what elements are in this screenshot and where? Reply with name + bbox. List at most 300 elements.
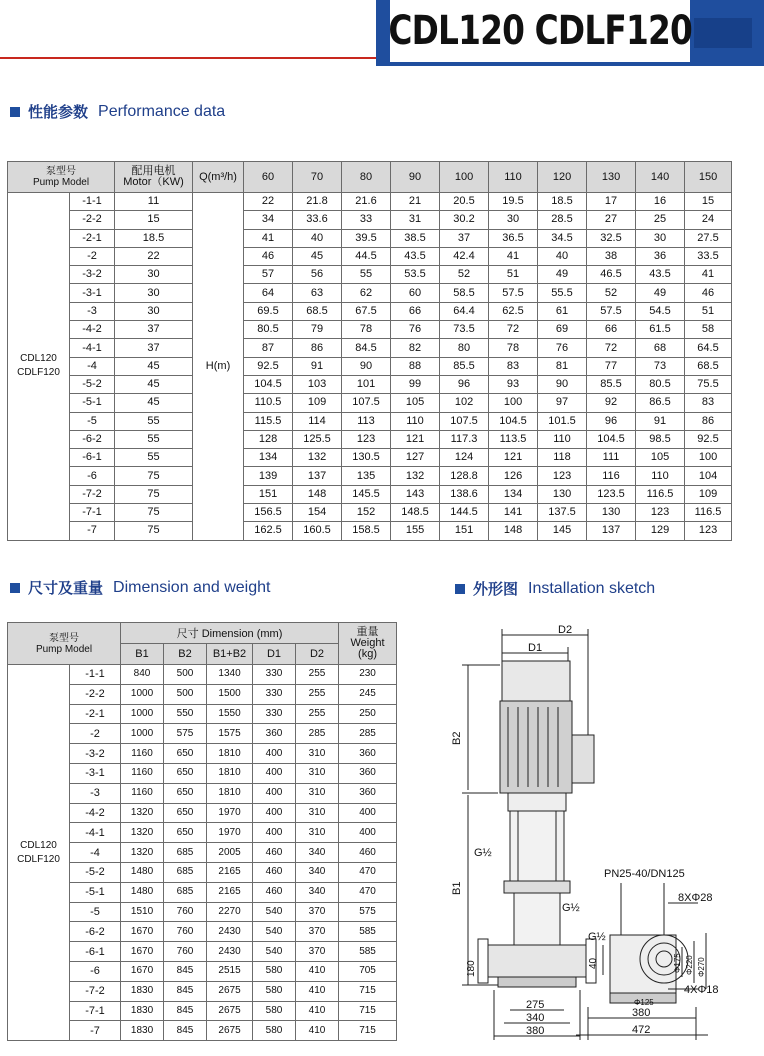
head-value: 24 [685, 211, 732, 229]
col-d2: D2 [296, 644, 339, 665]
dimension-value: 650 [164, 783, 207, 803]
dimension-value: 1970 [207, 803, 253, 823]
performance-heading-cn: 性能参数 [28, 104, 89, 121]
head-value: 160.5 [293, 522, 342, 540]
head-value: 99 [391, 375, 440, 393]
col-weight-unit: (kg) [358, 648, 377, 660]
dimension-value: 2005 [207, 843, 253, 863]
motor-kw: 30 [115, 266, 193, 284]
dimension-value: 2675 [207, 1021, 253, 1041]
head-value: 44.5 [342, 247, 391, 265]
model-suffix: -5-2 [70, 862, 121, 882]
head-value: 100 [489, 394, 538, 412]
col-motor-en: Motor（KW) [123, 176, 184, 188]
model-line-2: CDLF120 [17, 853, 60, 865]
dimension-value: 310 [296, 763, 339, 783]
dimension-value: 330 [253, 665, 296, 685]
motor-kw: 45 [115, 357, 193, 375]
section-square-icon [10, 107, 20, 117]
head-value: 144.5 [440, 504, 489, 522]
head-value: 33.6 [293, 211, 342, 229]
section-square-icon [455, 584, 465, 594]
dimension-value: 1670 [121, 961, 164, 981]
dimension-value: 340 [296, 882, 339, 902]
head-value: 107.5 [440, 412, 489, 430]
head-value: 30 [636, 229, 685, 247]
dimension-value: 370 [296, 902, 339, 922]
head-value: 66 [391, 302, 440, 320]
model-suffix: -2-2 [70, 211, 115, 229]
motor-kw: 75 [115, 504, 193, 522]
installation-sketch [438, 615, 756, 1052]
head-value: 64.5 [685, 339, 732, 357]
head-value: 80 [440, 339, 489, 357]
head-value: 20.5 [440, 193, 489, 211]
dimension-value: 575 [164, 724, 207, 744]
head-value: 121 [489, 449, 538, 467]
dimension-value: 460 [253, 862, 296, 882]
sketch-label-g-side: G½ [588, 931, 606, 943]
model-suffix: -7-1 [70, 504, 115, 522]
dimension-value: 360 [253, 724, 296, 744]
head-value: 51 [489, 266, 538, 284]
model-suffix: -4-2 [70, 803, 121, 823]
model-suffix: -3 [70, 302, 115, 320]
col-weight-cn: 重量 [356, 626, 379, 638]
dimension-value: 540 [253, 922, 296, 942]
dimension-value: 285 [296, 724, 339, 744]
head-value: 123 [538, 467, 587, 485]
col-pump-model [8, 623, 121, 665]
head-value: 15 [685, 193, 732, 211]
head-value: 103 [293, 375, 342, 393]
head-value: 105 [636, 449, 685, 467]
motor-kw: 55 [115, 430, 193, 448]
head-value: 21.6 [342, 193, 391, 211]
head-value: 110 [636, 467, 685, 485]
head-value: 67.5 [342, 302, 391, 320]
col-flow-90: 90 [391, 162, 440, 193]
head-value: 33.5 [685, 247, 732, 265]
dimension-value: 460 [253, 843, 296, 863]
motor-kw: 37 [115, 339, 193, 357]
dimension-value: 255 [296, 684, 339, 704]
dimension-value: 2675 [207, 981, 253, 1001]
head-value: 148 [293, 485, 342, 503]
dimension-value: 1670 [121, 942, 164, 962]
dimension-value: 2165 [207, 882, 253, 902]
weight-value: 460 [339, 843, 397, 863]
dimension-value: 1500 [207, 684, 253, 704]
head-value: 30 [489, 211, 538, 229]
table-row [8, 394, 732, 412]
head-value: 113.5 [489, 430, 538, 448]
dimension-value: 1340 [207, 665, 253, 685]
head-value: 62.5 [489, 302, 538, 320]
head-value: 40 [538, 247, 587, 265]
head-value: 85.5 [440, 357, 489, 375]
head-value: 130 [587, 504, 636, 522]
head-value: 46 [685, 284, 732, 302]
head-value: 97 [538, 394, 587, 412]
head-value: 41 [685, 266, 732, 284]
head-value: 137 [587, 522, 636, 540]
head-value: 114 [293, 412, 342, 430]
col-pump-model-cn: 泵型号 [49, 632, 79, 644]
head-value: 138.6 [440, 485, 489, 503]
head-value: 121 [391, 430, 440, 448]
model-suffix: -6-2 [70, 430, 115, 448]
col-b1-plus-b2: B1+B2 [207, 644, 253, 665]
model-suffix: -4 [70, 357, 115, 375]
dimension-value: 1810 [207, 763, 253, 783]
model-suffix: -2 [70, 247, 115, 265]
head-value: 110.5 [244, 394, 293, 412]
head-value: 83 [685, 394, 732, 412]
head-value: 17 [587, 193, 636, 211]
model-suffix: -5-2 [70, 375, 115, 393]
motor-kw: 30 [115, 284, 193, 302]
table-row [8, 211, 732, 229]
model-suffix: -7-2 [70, 485, 115, 503]
head-value: 148.5 [391, 504, 440, 522]
dimension-value: 1810 [207, 783, 253, 803]
dimension-value: 310 [296, 783, 339, 803]
head-value: 73 [636, 357, 685, 375]
head-value: 76 [538, 339, 587, 357]
head-value: 21 [391, 193, 440, 211]
dimension-value: 400 [253, 744, 296, 764]
head-value: 34.5 [538, 229, 587, 247]
table-row [8, 449, 732, 467]
table-row [8, 504, 732, 522]
dimension-table [7, 622, 397, 1041]
table-row [8, 266, 732, 284]
model-suffix: -3 [70, 783, 121, 803]
dimension-value: 255 [296, 704, 339, 724]
model-suffix: -2 [70, 724, 121, 744]
head-value: 57 [244, 266, 293, 284]
dimension-value: 540 [253, 942, 296, 962]
dimension-value: 580 [253, 981, 296, 1001]
weight-value: 285 [339, 724, 397, 744]
model-suffix: -3-1 [70, 284, 115, 302]
col-b1: B1 [121, 644, 164, 665]
dimension-value: 310 [296, 803, 339, 823]
col-flow-q: Q(m³/h) [193, 162, 244, 193]
head-value: 145 [538, 522, 587, 540]
head-value: 57.5 [489, 284, 538, 302]
head-value: 156.5 [244, 504, 293, 522]
sketch-label-380a: 380 [526, 1025, 545, 1037]
sketch-label-dia-125: Φ125 [634, 998, 654, 1007]
sketch-heading [455, 578, 655, 599]
sketch-label-180: 180 [466, 960, 477, 977]
model-suffix: -1-1 [70, 193, 115, 211]
head-value: 46 [244, 247, 293, 265]
sketch-label-472: 472 [632, 1024, 651, 1036]
head-value: 38.5 [391, 229, 440, 247]
dimension-value: 330 [253, 704, 296, 724]
sketch-label-d1: D1 [528, 642, 543, 654]
dimension-value: 410 [296, 981, 339, 1001]
col-flow-130: 130 [587, 162, 636, 193]
dimension-value: 340 [296, 862, 339, 882]
table-row [8, 665, 397, 685]
head-value: 127 [391, 449, 440, 467]
head-value: 93 [489, 375, 538, 393]
h-label: H(m) [193, 193, 244, 541]
head-value: 22 [244, 193, 293, 211]
table-row [8, 522, 732, 540]
motor-kw: 55 [115, 412, 193, 430]
sketch-heading-cn: 外形图 [473, 581, 519, 598]
head-value: 96 [440, 375, 489, 393]
weight-value: 575 [339, 902, 397, 922]
head-value: 53.5 [391, 266, 440, 284]
head-value: 28.5 [538, 211, 587, 229]
dimension-value: 1575 [207, 724, 253, 744]
dimension-value: 2430 [207, 922, 253, 942]
head-value: 27.5 [685, 229, 732, 247]
head-value: 85.5 [587, 375, 636, 393]
dimension-value: 1810 [207, 744, 253, 764]
dimension-value: 580 [253, 1001, 296, 1021]
dimension-value: 1160 [121, 744, 164, 764]
weight-value: 250 [339, 704, 397, 724]
dimension-value: 410 [296, 961, 339, 981]
head-value: 116 [587, 467, 636, 485]
dimension-value: 1160 [121, 763, 164, 783]
sketch-label-dia-270: Φ270 [697, 957, 706, 977]
model-suffix: -4-1 [70, 823, 121, 843]
weight-value: 400 [339, 803, 397, 823]
head-value: 151 [244, 485, 293, 503]
head-value: 80.5 [636, 375, 685, 393]
head-value: 45 [293, 247, 342, 265]
head-value: 61 [538, 302, 587, 320]
head-value: 79 [293, 321, 342, 339]
head-value: 61.5 [636, 321, 685, 339]
dimension-value: 330 [253, 684, 296, 704]
dimension-value: 760 [164, 922, 207, 942]
head-value: 135 [342, 467, 391, 485]
head-value: 102 [440, 394, 489, 412]
model-suffix: -4-2 [70, 321, 115, 339]
dimension-value: 1830 [121, 1021, 164, 1041]
model-suffix: -3-2 [70, 744, 121, 764]
dimension-value: 1480 [121, 882, 164, 902]
table-row [8, 193, 732, 211]
col-b2: B2 [164, 644, 207, 665]
head-value: 27 [587, 211, 636, 229]
dimension-heading-cn: 尺寸及重量 [28, 580, 104, 597]
sketch-label-g-top: G½ [474, 847, 492, 859]
head-value: 125.5 [293, 430, 342, 448]
head-value: 162.5 [244, 522, 293, 540]
head-value: 31 [391, 211, 440, 229]
col-pump-model-cn: 泵型号 [46, 166, 76, 177]
head-value: 137.5 [538, 504, 587, 522]
model-line-1: CDL120 [20, 353, 57, 365]
head-value: 123 [342, 430, 391, 448]
dimension-value: 840 [121, 665, 164, 685]
dimension-value: 370 [296, 942, 339, 962]
col-motor-cn: 配用电机 [131, 165, 176, 177]
head-value: 72 [587, 339, 636, 357]
head-value: 104 [685, 467, 732, 485]
motor-kw: 37 [115, 321, 193, 339]
dimension-value: 400 [253, 783, 296, 803]
head-value: 68.5 [293, 302, 342, 320]
model-line-2: CDLF120 [17, 367, 60, 379]
head-value: 16 [636, 193, 685, 211]
header-tab-decoration [694, 18, 752, 48]
dimension-value: 255 [296, 665, 339, 685]
motor-kw: 75 [115, 485, 193, 503]
head-value: 86 [293, 339, 342, 357]
col-flow-80: 80 [342, 162, 391, 193]
model-suffix: -6 [70, 961, 121, 981]
motor-kw: 15 [115, 211, 193, 229]
head-value: 49 [636, 284, 685, 302]
head-value: 83 [489, 357, 538, 375]
head-value: 154 [293, 504, 342, 522]
head-value: 49 [538, 266, 587, 284]
sketch-label-dia-220: Φ220 [685, 955, 694, 975]
head-value: 39.5 [342, 229, 391, 247]
dimension-value: 2430 [207, 942, 253, 962]
head-value: 115.5 [244, 412, 293, 430]
model-suffix: -7 [70, 1021, 121, 1041]
head-value: 66 [587, 321, 636, 339]
dimension-value: 1320 [121, 843, 164, 863]
dimension-value: 760 [164, 942, 207, 962]
head-value: 40 [293, 229, 342, 247]
sketch-label-dia-175: Φ175 [673, 953, 682, 973]
col-weight [339, 623, 397, 665]
dimension-heading [10, 577, 270, 598]
col-pump-model-en: Pump Model [32, 177, 90, 188]
model-suffix: -4 [70, 843, 121, 863]
head-value: 90 [538, 375, 587, 393]
performance-header-row [8, 162, 732, 193]
motor-kw: 75 [115, 467, 193, 485]
sketch-label-380b: 380 [632, 1007, 651, 1019]
table-row [8, 339, 732, 357]
head-value: 57.5 [587, 302, 636, 320]
table-row [8, 229, 732, 247]
head-value: 148 [489, 522, 538, 540]
head-value: 55 [342, 266, 391, 284]
head-value: 25 [636, 211, 685, 229]
head-value: 19.5 [489, 193, 538, 211]
model-suffix: -5 [70, 412, 115, 430]
col-motor [115, 162, 193, 193]
model-suffix: -5 [70, 902, 121, 922]
dimension-value: 1480 [121, 862, 164, 882]
dimension-value: 685 [164, 843, 207, 863]
head-value: 62 [342, 284, 391, 302]
head-value: 132 [391, 467, 440, 485]
dimension-value: 760 [164, 902, 207, 922]
model-suffix: -2-2 [70, 684, 121, 704]
sketch-label-holes-8: 8XΦ28 [678, 892, 713, 904]
dimension-value: 1510 [121, 902, 164, 922]
model-suffix: -6 [70, 467, 115, 485]
head-value: 30.2 [440, 211, 489, 229]
head-value: 21.8 [293, 193, 342, 211]
col-pump-model [8, 162, 115, 193]
head-value: 90 [342, 357, 391, 375]
head-value: 78 [489, 339, 538, 357]
performance-heading [10, 101, 225, 122]
head-value: 141 [489, 504, 538, 522]
table-row [8, 375, 732, 393]
motor-kw: 30 [115, 302, 193, 320]
sketch-label-40: 40 [588, 957, 599, 969]
dimension-value: 500 [164, 684, 207, 704]
head-value: 32.5 [587, 229, 636, 247]
dimension-value: 400 [253, 803, 296, 823]
model-suffix: -6-2 [70, 922, 121, 942]
dimension-value: 580 [253, 1021, 296, 1041]
head-value: 72 [489, 321, 538, 339]
head-value: 69.5 [244, 302, 293, 320]
dimension-value: 1970 [207, 823, 253, 843]
header-title-box [390, 0, 690, 62]
dimension-value: 2515 [207, 961, 253, 981]
head-value: 51 [685, 302, 732, 320]
dimension-value: 500 [164, 665, 207, 685]
head-value: 104.5 [587, 430, 636, 448]
head-value: 98.5 [636, 430, 685, 448]
motor-kw: 11 [115, 193, 193, 211]
dimension-value: 1550 [207, 704, 253, 724]
sketch-label-340: 340 [526, 1012, 545, 1024]
model-suffix: -7 [70, 522, 115, 540]
dimension-value: 650 [164, 823, 207, 843]
dimension-value: 1830 [121, 1001, 164, 1021]
head-value: 123.5 [587, 485, 636, 503]
head-value: 43.5 [391, 247, 440, 265]
sketch-label-g-mid: G½ [562, 902, 580, 914]
weight-value: 715 [339, 1021, 397, 1041]
dimension-value: 1830 [121, 981, 164, 1001]
head-value: 101 [342, 375, 391, 393]
dimension-value: 550 [164, 704, 207, 724]
head-value: 68 [636, 339, 685, 357]
head-value: 155 [391, 522, 440, 540]
model-suffix: -6-1 [70, 449, 115, 467]
dimension-value: 1000 [121, 724, 164, 744]
model-suffix: -2-1 [70, 229, 115, 247]
col-flow-110: 110 [489, 162, 538, 193]
head-value: 137 [293, 467, 342, 485]
head-value: 64 [244, 284, 293, 302]
weight-value: 360 [339, 763, 397, 783]
head-value: 34 [244, 211, 293, 229]
head-value: 91 [636, 412, 685, 430]
head-value: 86 [685, 412, 732, 430]
head-value: 18.5 [538, 193, 587, 211]
dimension-value: 1000 [121, 684, 164, 704]
head-value: 143 [391, 485, 440, 503]
model-suffix: -5-1 [70, 882, 121, 902]
head-value: 63 [293, 284, 342, 302]
head-value: 128 [244, 430, 293, 448]
head-value: 111 [587, 449, 636, 467]
